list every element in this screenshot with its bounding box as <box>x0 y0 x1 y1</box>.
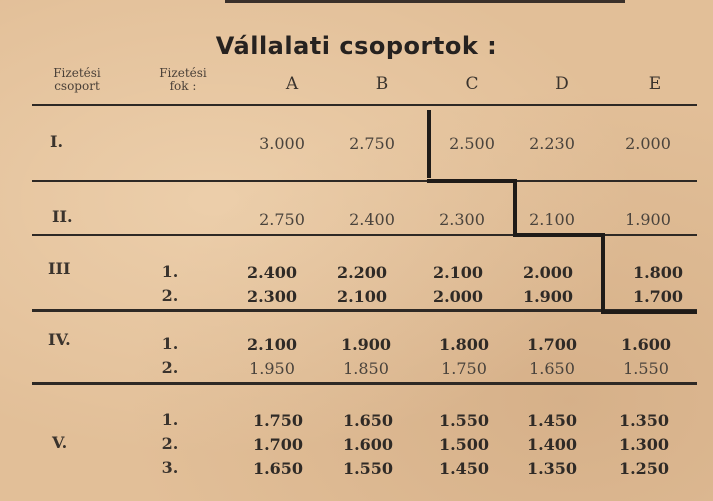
value-iii-2-c: 2.000 <box>432 287 484 306</box>
value-v-2-e: 1.300 <box>618 435 670 454</box>
value-v-2-b: 1.600 <box>342 435 394 454</box>
header-grade <box>142 67 224 93</box>
value-v-1-c: 1.550 <box>438 411 490 430</box>
value-i-b: 2.750 <box>349 134 395 153</box>
row-divider-3 <box>32 309 697 312</box>
value-iii-2-a: 2.300 <box>246 287 298 306</box>
boundary-horizontal-2 <box>513 233 605 237</box>
grade-v-2: 2. <box>161 434 179 453</box>
value-v-2-c: 1.500 <box>438 435 490 454</box>
value-v-1-a: 1.750 <box>252 411 304 430</box>
group-label-i: I. <box>50 132 64 151</box>
value-iv-1-d: 1.700 <box>526 335 578 354</box>
boundary-vertical-1 <box>427 110 431 178</box>
column-header-b: B <box>375 74 389 94</box>
value-v-1-e: 1.350 <box>618 411 670 430</box>
grade-v-3: 3. <box>161 458 179 477</box>
value-i-d: 2.230 <box>529 134 575 153</box>
value-v-1-d: 1.450 <box>526 411 578 430</box>
group-label-iv: IV. <box>48 330 71 349</box>
value-iv-2-a: 1.950 <box>249 359 295 378</box>
value-iii-1-b: 2.200 <box>336 263 388 282</box>
value-iv-1-c: 1.800 <box>438 335 490 354</box>
grade-iv-2: 2. <box>161 358 179 377</box>
value-v-3-a: 1.650 <box>252 459 304 478</box>
value-iv-1-b: 1.900 <box>340 335 392 354</box>
value-ii-b: 2.400 <box>349 210 395 229</box>
row-divider-4 <box>32 382 697 385</box>
value-ii-d: 2.100 <box>529 210 575 229</box>
value-v-3-c: 1.450 <box>438 459 490 478</box>
value-v-2-a: 1.700 <box>252 435 304 454</box>
value-i-a: 3.000 <box>259 134 305 153</box>
grade-iv-1: 1. <box>161 334 179 353</box>
value-iv-2-b: 1.850 <box>343 359 389 378</box>
table-title: Vállalati csoportok : <box>215 32 498 60</box>
header-divider <box>32 104 697 106</box>
value-iv-2-d: 1.650 <box>529 359 575 378</box>
value-iv-1-e: 1.600 <box>620 335 672 354</box>
group-label-iii: III <box>48 259 71 278</box>
group-label-ii: II. <box>52 207 73 226</box>
grade-iii-1: 1. <box>161 262 179 281</box>
header-group-line2: csoport <box>54 79 100 93</box>
value-v-2-d: 1.400 <box>526 435 578 454</box>
boundary-vertical-3 <box>601 235 605 313</box>
column-header-e: E <box>648 74 662 94</box>
value-v-3-b: 1.550 <box>342 459 394 478</box>
column-header-d: D <box>555 74 569 94</box>
value-ii-c: 2.300 <box>439 210 485 229</box>
value-iii-1-e: 1.800 <box>632 263 684 282</box>
value-i-e: 2.000 <box>625 134 671 153</box>
grade-iii-2: 2. <box>161 286 179 305</box>
column-header-c: C <box>465 74 479 94</box>
boundary-horizontal-1 <box>427 179 517 183</box>
header-grade-line1: Fizetési <box>159 66 207 80</box>
column-header-a: A <box>285 74 299 94</box>
header-group-line1: Fizetési <box>53 66 101 80</box>
value-v-3-e: 1.250 <box>618 459 670 478</box>
value-v-1-b: 1.650 <box>342 411 394 430</box>
value-iii-1-d: 2.000 <box>522 263 574 282</box>
header-group <box>36 67 118 93</box>
value-iv-2-c: 1.750 <box>441 359 487 378</box>
header-grade-line2: fok : <box>169 79 197 93</box>
value-v-3-d: 1.350 <box>526 459 578 478</box>
value-iii-2-b: 2.100 <box>336 287 388 306</box>
top-rule <box>225 0 625 3</box>
row-divider-1 <box>32 180 697 182</box>
value-i-c: 2.500 <box>449 134 495 153</box>
value-iii-1-c: 2.100 <box>432 263 484 282</box>
value-ii-e: 1.900 <box>625 210 671 229</box>
group-label-v: V. <box>52 433 68 452</box>
value-iv-1-a: 2.100 <box>246 335 298 354</box>
grade-v-1: 1. <box>161 410 179 429</box>
boundary-horizontal-3 <box>601 310 697 314</box>
value-iii-2-e: 1.700 <box>632 287 684 306</box>
value-iii-1-a: 2.400 <box>246 263 298 282</box>
value-ii-a: 2.750 <box>259 210 305 229</box>
value-iv-2-e: 1.550 <box>623 359 669 378</box>
value-iii-2-d: 1.900 <box>522 287 574 306</box>
